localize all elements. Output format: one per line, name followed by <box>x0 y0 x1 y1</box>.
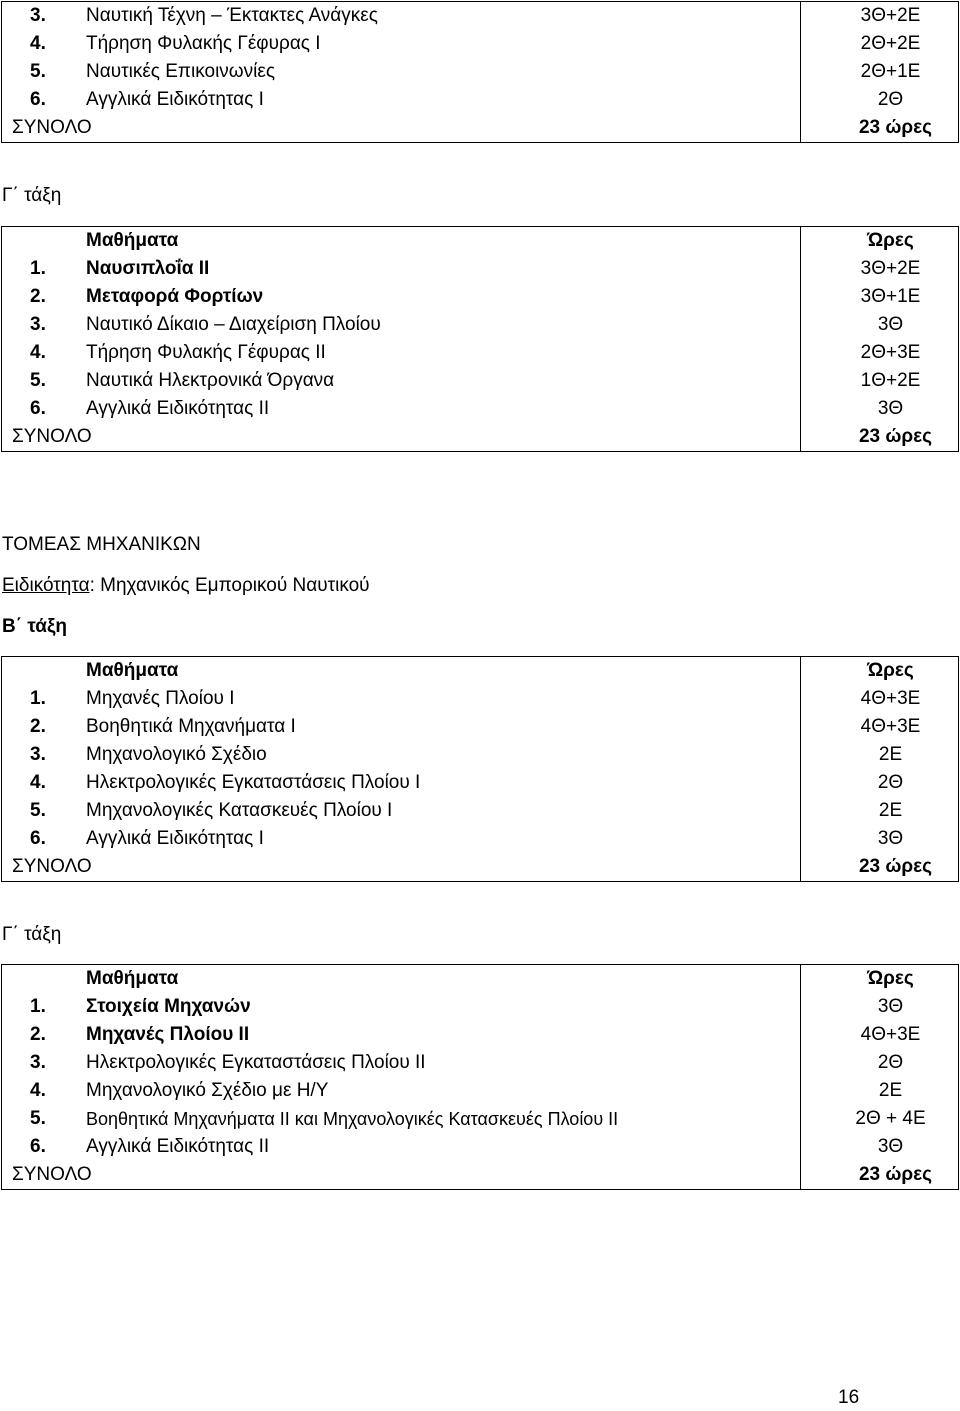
row-number: 1. <box>30 688 46 709</box>
table-row <box>2 58 958 86</box>
subject-hours: 3Θ+2Ε <box>860 258 921 279</box>
total-hours: 23 ώρες <box>858 856 933 877</box>
sector-title: ΤΟΜΕΑΣ ΜΗΧΑΝΙΚΩΝ <box>2 534 201 555</box>
subject-name: Βοηθητικά Μηχανήματα ΙΙ και Μηχανολογικές Κατασκευές Πλοίου ΙΙ <box>86 1109 619 1129</box>
header-subjects: Μαθήματα <box>86 660 179 681</box>
table-row <box>2 311 958 339</box>
subject-hours: 3Θ <box>877 1136 904 1157</box>
table-row <box>2 825 958 853</box>
table-row <box>2 685 958 713</box>
table-row <box>2 255 958 283</box>
table-row <box>2 797 958 825</box>
specialty-label: Ειδικότητα <box>2 575 90 596</box>
subject-name: Αγγλικά Ειδικότητας Ι <box>86 828 264 849</box>
subject-hours: 3Θ <box>877 398 904 419</box>
page-number: 16 <box>838 1387 860 1408</box>
subject-name: Τήρηση Φυλακής Γέφυρας ΙΙ <box>86 342 326 363</box>
row-number: 3. <box>30 314 46 335</box>
subject-hours: 2Θ+3Ε <box>860 342 921 363</box>
subject-name: Μηχανολογικό Σχέδιο <box>86 744 267 765</box>
subject-name: Ναυτικά Ηλεκτρονικά Όργανα <box>86 370 335 391</box>
table-row <box>2 30 958 58</box>
table-header <box>2 965 958 993</box>
subject-hours: 4Θ+3Ε <box>860 1024 921 1045</box>
subject-name: Μηχανολογικές Κατασκευές Πλοίου Ι <box>86 800 393 821</box>
table-row <box>2 86 958 114</box>
subject-hours: 4Θ+3Ε <box>860 688 921 709</box>
subject-name: Μηχανολογικό Σχέδιο με Η/Υ <box>86 1080 329 1101</box>
total-row <box>2 423 958 451</box>
subject-hours: 2Θ <box>877 772 904 793</box>
class-heading: Γ΄ τάξη <box>2 185 62 206</box>
subject-hours: 3Θ <box>877 996 904 1017</box>
row-number: 3. <box>30 5 46 26</box>
deck-c-table <box>1 226 959 452</box>
subject-name: Αγγλικά Ειδικότητας Ι <box>86 89 264 110</box>
table-row <box>2 769 958 797</box>
table-row <box>2 2 958 30</box>
subject-hours: 2Ε <box>878 1080 903 1101</box>
header-hours: Ώρες <box>867 230 914 251</box>
subject-hours: 2Ε <box>878 800 903 821</box>
subject-hours: 1Θ+2Ε <box>860 370 921 391</box>
total-hours: 23 ώρες <box>858 426 933 447</box>
row-number: 5. <box>30 800 46 821</box>
table-row <box>2 1021 958 1049</box>
subject-name: Αγγλικά Ειδικότητας ΙΙ <box>86 1136 270 1157</box>
subject-hours: 2Θ <box>877 89 904 110</box>
row-number: 4. <box>30 33 46 54</box>
row-number: 4. <box>30 1080 46 1101</box>
table-header <box>2 227 958 255</box>
row-number: 2. <box>30 716 46 737</box>
subject-hours: 3Θ <box>877 828 904 849</box>
deck-b-table-continuation <box>1 1 959 143</box>
subject-hours: 2Θ <box>877 1052 904 1073</box>
table-row <box>2 283 958 311</box>
subject-name: Ναυσιπλοΐα ΙΙ <box>86 258 210 279</box>
table-row <box>2 1049 958 1077</box>
subject-hours: 3Θ+1Ε <box>860 286 921 307</box>
subject-name: Ναυτικές Επικοινωνίες <box>86 61 275 82</box>
table-row <box>2 1077 958 1105</box>
subject-hours: 2Θ + 4Ε <box>855 1108 926 1129</box>
header-subjects: Μαθήματα <box>86 230 179 251</box>
row-number: 6. <box>30 89 46 110</box>
total-hours: 23 ώρες <box>858 1164 933 1185</box>
subject-hours: 2Θ+1Ε <box>860 61 921 82</box>
table-row <box>2 993 958 1021</box>
subject-name: Βοηθητικά Μηχανήματα Ι <box>86 716 296 737</box>
table-header <box>2 657 958 685</box>
subject-name: Μηχανές Πλοίου Ι <box>86 688 235 709</box>
total-label: ΣΥΝΟΛΟ <box>12 426 92 447</box>
row-number: 2. <box>30 286 46 307</box>
header-subjects: Μαθήματα <box>86 968 179 989</box>
table-row <box>2 339 958 367</box>
subject-name: Τήρηση Φυλακής Γέφυρας Ι <box>86 33 321 54</box>
row-number: 6. <box>30 828 46 849</box>
row-number: 1. <box>30 258 46 279</box>
subject-name: Ηλεκτρολογικές Εγκαταστάσεις Πλοίου ΙΙ <box>86 1052 426 1073</box>
subject-hours: 3Θ <box>877 314 904 335</box>
row-number: 6. <box>30 1136 46 1157</box>
total-row <box>2 114 958 142</box>
eng-b-table <box>1 656 959 882</box>
specialty-value: : Μηχανικός Εμπορικού Ναυτικού <box>89 575 370 596</box>
eng-c-table <box>1 964 959 1190</box>
row-number: 1. <box>30 996 46 1017</box>
row-number: 5. <box>30 370 46 391</box>
subject-name: Στοιχεία Μηχανών <box>86 996 251 1017</box>
subject-hours: 4Θ+3Ε <box>860 716 921 737</box>
specialty-line <box>2 575 370 597</box>
total-row <box>2 853 958 881</box>
subject-hours: 2Θ+2Ε <box>860 33 921 54</box>
total-label: ΣΥΝΟΛΟ <box>12 1164 92 1185</box>
subject-name: Μηχανές Πλοίου ΙΙ <box>86 1024 250 1045</box>
row-number: 4. <box>30 342 46 363</box>
subject-hours: 2Ε <box>878 744 903 765</box>
row-number: 5. <box>30 1108 46 1129</box>
header-hours: Ώρες <box>867 660 914 681</box>
row-number: 3. <box>30 1052 46 1073</box>
total-label: ΣΥΝΟΛΟ <box>12 117 92 138</box>
total-row <box>2 1161 958 1189</box>
header-hours: Ώρες <box>867 968 914 989</box>
table-row <box>2 1105 958 1133</box>
class-heading: Β΄ τάξη <box>2 616 68 637</box>
row-number: 2. <box>30 1024 46 1045</box>
table-row <box>2 741 958 769</box>
subject-name: Ναυτική Τέχνη – Έκτακτες Ανάγκες <box>86 5 378 26</box>
row-number: 6. <box>30 398 46 419</box>
table-row <box>2 395 958 423</box>
class-heading: Γ΄ τάξη <box>2 924 62 945</box>
table-row <box>2 367 958 395</box>
subject-name: Ναυτικό Δίκαιο – Διαχείριση Πλοίου <box>86 314 381 335</box>
total-hours: 23 ώρες <box>858 117 933 138</box>
total-label: ΣΥΝΟΛΟ <box>12 856 92 877</box>
subject-name: Αγγλικά Ειδικότητας ΙΙ <box>86 398 270 419</box>
table-row <box>2 1133 958 1161</box>
row-number: 4. <box>30 772 46 793</box>
subject-name: Ηλεκτρολογικές Εγκαταστάσεις Πλοίου Ι <box>86 772 421 793</box>
subject-hours: 3Θ+2Ε <box>860 5 921 26</box>
row-number: 3. <box>30 744 46 765</box>
table-row <box>2 713 958 741</box>
row-number: 5. <box>30 61 46 82</box>
subject-name: Μεταφορά Φορτίων <box>86 286 264 307</box>
